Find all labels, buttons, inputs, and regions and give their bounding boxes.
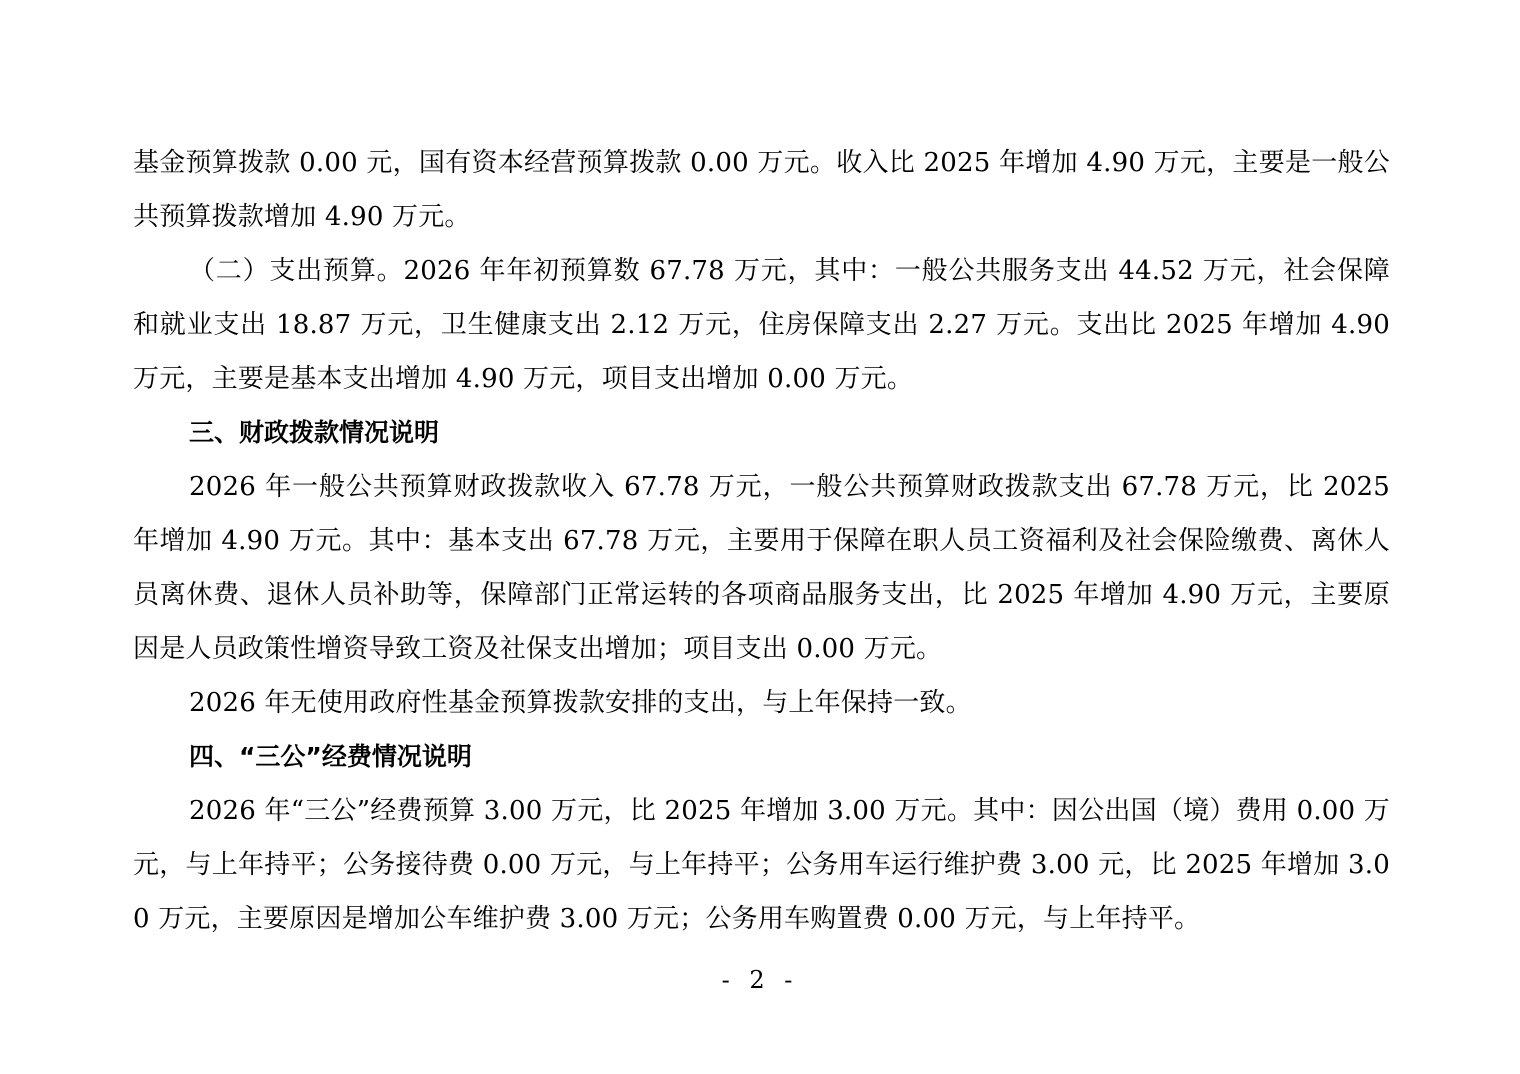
section-heading-three-public-expenses: 四、“三公”经费情况说明 [189,742,472,771]
paragraph-income-continuation: 基金预算拨款 0.00 元，国有资本经营预算拨款 0.00 万元。收入比 2025 年增加 4.90 万元，主要是一般公共预算拨款增加 4.90 万元。 [133,148,1390,232]
section-heading-fiscal-appropriation: 三、财政拨款情况说明 [189,418,440,447]
paragraph-text: 2026 年年初预算数 67.78 万元，其中：一般公共服务支出 44.52 万元，社会保障和就业支出 18.87 万元，卫生健康支出 2.12 万元，住房保障支出 2.27 万元。支出比 2025 年增加 4.90 万元，主要是基本支出增加 4.90 万元，项目支出增加 0.00 万元。 [133,256,1390,394]
paragraph-government-fund: 2026 年无使用政府性基金预算拨款安排的支出，与上年保持一致。 [189,688,972,718]
page-number: - 2 - [721,966,799,994]
paragraph-three-public-expenses: 2026 年“三公”经费预算 3.00 万元，比 2025 年增加 3.00 万元。其中：因公出国（境）费用 0.00 万元，与上年持平；公务接待费 0.00 万元，与上年持平；公务用车运行维护费 3.00 元，比 2025 年增加 3.00 万元，主要原因是增加公车维护费 3.00 万元；公务用车购置费 0.00 万元，与上年持平。 [133,796,1390,934]
document-body [133,136,1390,946]
paragraph-fiscal-appropriation: 2026 年一般公共预算财政拨款收入 67.78 万元，一般公共预算财政拨款支出 67.78 万元，比 2025 年增加 4.90 万元。其中：基本支出 67.78 万元，主要用于保障在职人员工资福利及社会保险缴费、离休人员离休费、退休人员补助等，保障部门正常运转的各项商品服务支出，比 2025 年增加 4.90 万元，主要原因是人员政策性增资导致工资及社保支出增加；项目支出 0.00 万元。 [133,472,1390,664]
paragraph-expenditure-budget [133,244,1390,406]
paragraph-lead: （二）支出预算。 [189,256,404,286]
